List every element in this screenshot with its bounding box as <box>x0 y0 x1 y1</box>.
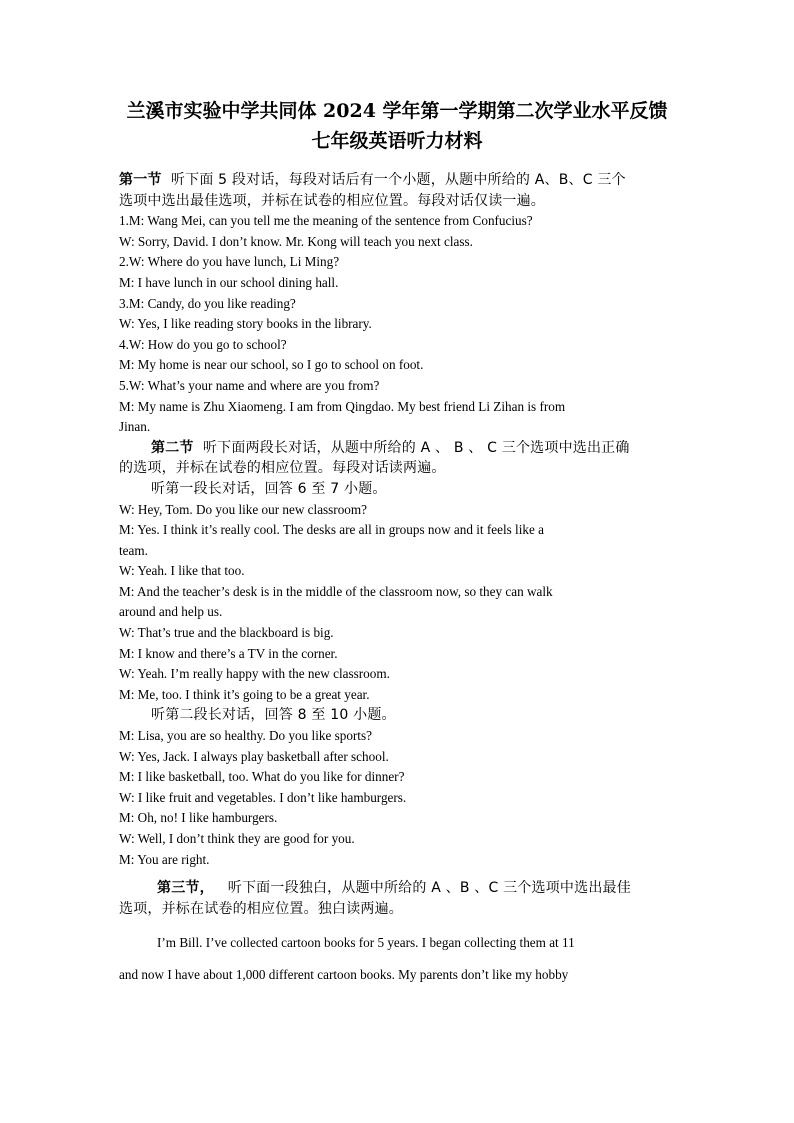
dialogue-line: M: Oh, no! I like hamburgers. <box>119 810 278 826</box>
dialogue-line: W: That’s true and the blackboard is big. <box>119 625 334 641</box>
section2-intro <box>119 438 679 459</box>
dialogue-line: M: You are right. <box>119 851 210 867</box>
dialogue-line: W: Yes, I like reading story books in the library. <box>119 316 372 332</box>
dialogue-line: M: Me, too. I think it’s going to be a great year. <box>119 686 370 702</box>
dialogue-line: 1.M: Wang Mei, can you tell me the meaning of the sentence from Confucius? <box>119 213 533 229</box>
document-body <box>119 170 679 991</box>
section1-intro <box>119 170 679 191</box>
dialogue-line: W: Sorry, David. I don’t know. Mr. Kong will teach you next class. <box>119 233 473 249</box>
dialogue-line: around and help us. <box>119 604 223 620</box>
section2-label: 第二节 <box>151 439 194 456</box>
section1-label: 第一节 <box>119 172 162 188</box>
dialogue-line: 2.W: Where do you have lunch, Li Ming? <box>119 254 340 270</box>
dialogue-line: 4.W: How do you go to school? <box>119 336 287 352</box>
section3-intro-text-b: 选项，并标在试卷的相应位置。独白读两遍。 <box>119 900 403 917</box>
monologue-line: I’m Bill. I’ve collected cartoon books for 5 years. I began collecting them at 11 <box>157 935 575 951</box>
dialogue-line: W: Hey, Tom. Do you like our new classroom? <box>119 501 367 517</box>
dialogue-line: W: Yeah. I like that too. <box>119 563 245 579</box>
dialogue-line: M: And the teacher’s desk is in the middle of the classroom now, so they can walk <box>119 583 553 599</box>
section1-intro-text-b: 选项中选出最佳选项，并标在试卷的相应位置。每段对话仅读一遍。 <box>119 192 545 209</box>
section2-intro-text-b: 的选项，并标在试卷的相应位置。每段对话读两遍。 <box>119 460 446 477</box>
dialogue-line: M: My home is near our school, so I go to school on foot. <box>119 357 424 373</box>
dialogue-line: M: My name is Zhu Xiaomeng. I am from Qingdao. My best friend Li Zihan is from <box>119 398 566 414</box>
section3-label: 第三节， <box>157 880 214 897</box>
dialogue-line: M: I know and there’s a TV in the corner. <box>119 645 338 661</box>
dialogue-line: M: Lisa, you are so healthy. Do you like sports? <box>119 728 372 744</box>
document-title: 兰溪市实验中学共同体 2024 学年第一学期第二次学业水平反馈 <box>126 100 668 122</box>
section3-intro <box>119 878 679 899</box>
section2-intro-text-a: 听下面两段长对话，从题中所给的 A 、 B 、 C 三个选项中选出正确 <box>202 439 630 456</box>
dialogue-line: M: I like basketball, too. What do you like for dinner? <box>119 769 405 785</box>
section1-intro-text-a: 听下面 5 段对话，每段对话后有一个小题，从题中所给的 A、B、C 三个 <box>170 172 626 188</box>
dialogue-line: Jinan. <box>119 419 151 435</box>
section3-intro-text-a: 听下面一段独白，从题中所给的 A 、B 、C 三个选项中选出最佳 <box>227 880 631 897</box>
dialogue-line: team. <box>119 542 148 558</box>
dialogue-line: W: Yeah. I’m really happy with the new classroom. <box>119 666 390 682</box>
part1-intro: 听第一段长对话，回答 6 至 7 小题。 <box>151 480 387 497</box>
dialogue-line: W: Well, I don’t think they are good for you. <box>119 831 355 846</box>
dialogue-line: W: Yes, Jack. I always play basketball after school. <box>119 748 389 764</box>
document-subtitle: 七年级英语听力材料 <box>311 130 483 152</box>
monologue-line: and now I have about 1,000 different cartoon books. My parents don’t like my hobby <box>119 967 569 983</box>
dialogue-line: M: Yes. I think it’s really cool. The desks are all in groups now and it feels like a <box>119 522 544 538</box>
dialogue-line: W: I like fruit and vegetables. I don’t like hamburgers. <box>119 789 407 805</box>
dialogue-line: M: I have lunch in our school dining hall. <box>119 274 339 290</box>
part2-intro: 听第二段长对话，回答 8 至 10 小题。 <box>151 707 396 724</box>
dialogue-line: 5.W: What’s your name and where are you from? <box>119 377 380 393</box>
dialogue-line: 3.M: Candy, do you like reading? <box>119 295 296 311</box>
